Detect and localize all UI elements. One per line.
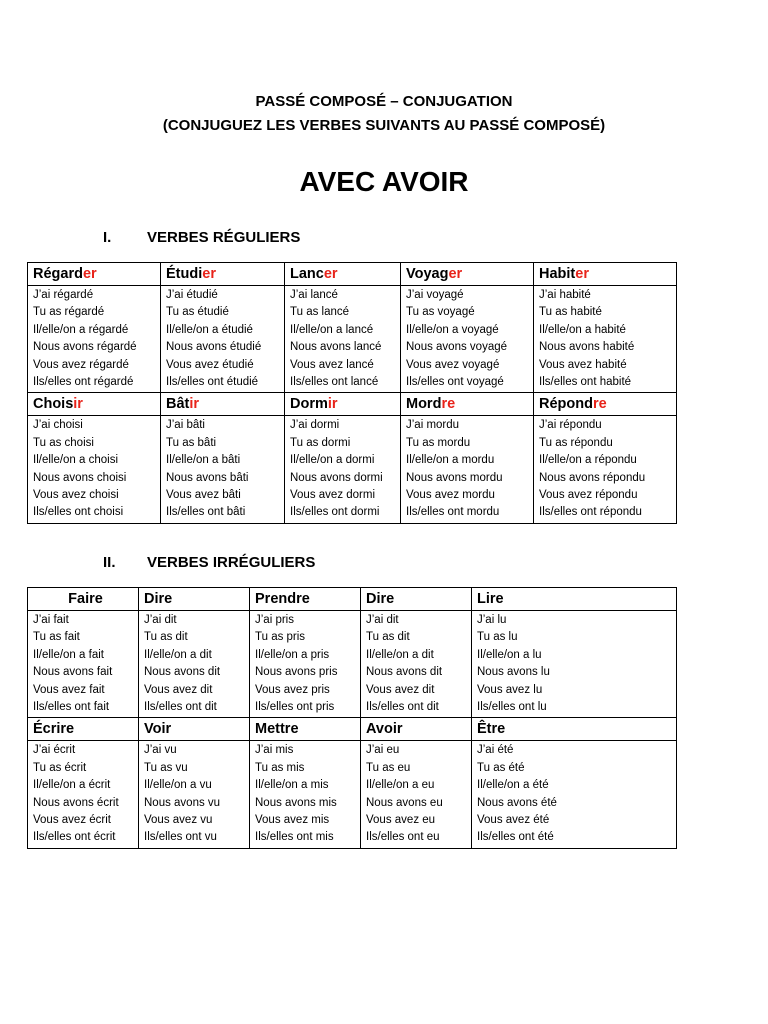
verb-ending: ir [327,396,338,413]
verb-ending: re [592,396,607,413]
conjugated-form: J’ai étudié [166,289,218,301]
verb-stem: Régard [33,266,83,282]
conjugated-form: Vous avez vu [144,814,213,827]
conjugation-row [28,741,677,848]
conjugated-form: Il/elle/on a dit [144,648,212,661]
conjugated-form: Ils/elles ont eu [366,831,440,844]
conjugated-form: Vous avez lu [477,683,543,696]
conjugated-form: Tu as lancé [290,306,350,319]
verb-infinitive [401,263,534,286]
conjugated-form: Vous avez dit [366,683,435,696]
verb-conjugations [250,611,361,718]
verb-stem: Écrire [33,721,75,738]
conjugated-form: Ils/elles ont dit [366,701,439,714]
conjugated-form: Ils/elles ont répondu [539,506,642,519]
conjugated-form: Il/elle/on a été [477,779,549,792]
verb-conjugations [28,741,139,848]
verb-stem: Dire [144,591,173,607]
verb-stem: Dorm [290,396,328,413]
conjugated-form: Il/elle/on a vu [144,779,212,792]
verb-conjugations [285,286,401,393]
verb-infinitive [250,588,361,611]
verb-conjugations [28,416,161,523]
conjugated-form: Nous avons lancé [290,341,382,354]
verb-conjugations [139,611,250,718]
verb-stem: Lanc [290,266,324,282]
verb-conjugations [250,741,361,848]
verb-ending: er [575,266,589,282]
conjugated-form: Il/elle/on a voyagé [406,323,499,336]
conjugated-form: Il/elle/on a mis [255,779,329,792]
conjugated-form: Tu as voyagé [406,306,475,319]
conjugated-form: Il/elle/on a mordu [406,454,495,467]
conjugated-form: Nous avons choisi [33,471,127,484]
conjugated-form: Ils/elles ont fait [33,701,110,714]
conjugated-form: Ils/elles ont dormi [290,506,380,519]
conjugated-form: J’ai vu [144,744,177,757]
verb-stem: Voyag [406,266,449,282]
conjugated-form: Il/elle/on a choisi [33,454,119,467]
conjugated-form: J’ai bâti [166,419,205,432]
conjugated-form: Ils/elles ont régardé [33,376,134,389]
verb-stem: Prendre [255,591,310,607]
verb-infinitive [285,393,401,416]
conjugated-form: Il/elle/on a lu [477,648,542,661]
conjugated-form: Nous avons été [477,796,557,809]
conjugated-form: Ils/elles ont choisi [33,506,124,519]
conjugated-form: Nous avons mordu [406,471,503,484]
verb-infinitive [28,393,161,416]
verb-conjugations [401,286,534,393]
section-number: II. [103,554,116,571]
conjugated-form: Tu as bâti [166,436,217,449]
verb-conjugations [28,611,139,718]
conjugated-form: Nous avons dit [366,666,443,679]
verb-stem: Voir [144,721,172,738]
conjugated-form: Nous avons mis [255,796,337,809]
worksheet-instructions: (CONJUGUEZ LES VERBES SUIVANTS AU PASSÉ COMPOSÉ) [162,117,606,134]
conjugated-form: Nous avons répondu [539,471,646,484]
conjugated-form: Il/elle/on a dit [366,648,434,661]
conjugated-form: J’ai lu [477,614,507,626]
conjugated-form: Tu as été [477,761,525,774]
worksheet-title: PASSÉ COMPOSÉ – CONJUGATION [255,93,513,110]
verb-conjugations [161,416,285,523]
conjugated-form: Nous avons voyagé [406,341,508,354]
conjugated-form: Tu as pris [255,631,306,644]
conjugated-form: Tu as dit [144,631,188,644]
verb-infinitive [401,393,534,416]
verb-ending: er [323,266,338,282]
verb-infinitive [250,718,361,741]
verb-ending: er [82,266,97,282]
conjugated-form: J’ai choisi [33,419,83,432]
conjugated-form: Il/elle/on a bâti [166,454,241,467]
verb-infinitive [361,588,472,611]
conjugated-form: Nous avons étudié [166,341,262,354]
conjugated-form: J’ai dit [144,614,177,626]
conjugated-form: Ils/elles ont vu [144,831,217,844]
conjugated-form: Ils/elles ont dit [144,701,217,714]
verb-conjugations [472,741,677,848]
conjugated-form: Ils/elles ont écrit [33,831,116,844]
section-title-irregular-verbs [103,554,315,571]
conjugated-form: Nous avons eu [366,796,443,809]
conjugated-form: Ils/elles ont habité [539,376,632,389]
conjugated-form: Il/elle/on a étudié [166,323,253,336]
verb-conjugations [361,611,472,718]
verb-conjugations [534,416,677,523]
conjugated-form: Il/elle/on a régardé [33,323,129,336]
conjugated-form: Vous avez voyagé [406,358,500,371]
conjugated-form: J’ai lancé [290,289,338,301]
section-title: VERBES RÉGULIERS [147,229,301,246]
verb-conjugations [139,741,250,848]
conjugated-form: Nous avons habité [539,341,635,354]
conjugated-form: Ils/elles ont lancé [290,376,379,389]
verb-conjugations [361,741,472,848]
verb-ending: ir [73,396,83,413]
verb-infinitive [534,263,677,286]
conjugated-form: Tu as mis [255,761,305,774]
verb-header-row [28,263,677,286]
conjugation-row [28,611,677,718]
conjugated-form: Il/elle/on a eu [366,779,435,792]
verb-infinitive [28,263,161,286]
conjugated-form: Vous avez choisi [33,489,119,502]
verb-infinitive [472,718,677,741]
conjugated-form: Vous avez bâti [166,489,241,502]
conjugated-form: Ils/elles ont étudié [166,376,259,389]
verb-stem: Être [477,721,506,738]
verb-infinitive [534,393,677,416]
conjugated-form: Tu as lu [477,631,518,644]
section-title: VERBES IRRÉGULIERS [147,554,316,571]
conjugated-form: Nous avons dit [144,666,221,679]
verb-conjugations [401,416,534,523]
verb-infinitive [472,588,677,611]
conjugated-form: Nous avons lu [477,666,550,679]
conjugated-form: J’ai pris [255,614,294,626]
conjugated-form: Vous avez mordu [406,489,495,502]
conjugated-form: J’ai voyagé [406,289,464,301]
conjugated-form: Tu as écrit [33,761,87,774]
verb-infinitive [139,588,250,611]
conjugated-form: Vous avez eu [366,814,436,827]
verb-infinitive [285,263,401,286]
conjugated-form: Il/elle/on a pris [255,648,330,661]
conjugated-form: J’ai été [477,744,514,757]
conjugated-form: Vous avez été [477,814,550,827]
conjugated-form: Nous avons pris [255,666,338,679]
conjugated-form: Vous avez mis [255,814,330,827]
verb-ending: re [441,396,456,413]
conjugated-form: Nous avons fait [33,666,113,679]
conjugated-form: Ils/elles ont bâti [166,506,246,519]
conjugated-form: Tu as dit [366,631,410,644]
verb-header-row [28,393,677,416]
verb-infinitive [28,588,139,611]
verb-infinitive [161,263,285,286]
conjugated-form: Nous avons dormi [290,471,383,484]
conjugated-form: Tu as fait [33,631,80,644]
conjugated-form: Vous avez dormi [290,489,376,502]
conjugated-form: Nous avons régardé [33,341,137,354]
verb-stem: Avoir [366,721,403,738]
conjugated-form: Il/elle/on a habité [539,323,626,336]
verb-stem: Répond [539,396,593,413]
conjugated-form: Il/elle/on a répondu [539,454,637,467]
conjugated-form: Vous avez fait [33,683,105,696]
verb-ending: er [202,266,216,282]
irregular-verbs-table [27,587,677,849]
conjugated-form: Nous avons écrit [33,796,119,809]
conjugated-form: Nous avons bâti [166,471,249,484]
verb-ending: ir [189,396,200,413]
verb-infinitive [139,718,250,741]
conjugated-form: J’ai répondu [539,419,602,432]
conjugated-form: Il/elle/on a fait [33,648,104,661]
verb-stem: Mettre [255,721,299,738]
conjugated-form: J’ai fait [33,614,69,626]
conjugated-form: Vous avez régardé [33,358,129,371]
verb-stem: Habit [539,266,576,282]
verb-conjugations [28,286,161,393]
conjugated-form: J’ai dormi [290,419,340,432]
conjugated-form: Ils/elles ont lu [477,701,547,714]
verb-infinitive [361,718,472,741]
verb-conjugations [534,286,677,393]
conjugated-form: J’ai dit [366,614,399,626]
conjugated-form: Tu as répondu [539,436,613,449]
section-number: I. [103,229,112,246]
conjugated-form: Tu as étudié [166,306,229,319]
conjugation-row [28,416,677,523]
conjugated-form: Ils/elles ont mis [255,831,334,844]
conjugated-form: Vous avez répondu [539,489,638,502]
verb-conjugations [161,286,285,393]
conjugation-row [28,286,677,393]
section-heading-avec-avoir: AVEC AVOIR [299,166,469,197]
verb-stem: Lire [477,591,504,607]
conjugated-form: J’ai habité [539,289,591,301]
verb-stem: Bât [166,396,190,413]
verb-stem: Mord [406,396,442,413]
conjugated-form: Tu as choisi [33,436,94,449]
conjugated-form: Il/elle/on a écrit [33,779,111,792]
conjugated-form: Ils/elles ont mordu [406,506,500,519]
conjugated-form: Vous avez écrit [33,814,111,827]
conjugated-form: Vous avez dit [144,683,213,696]
conjugated-form: Tu as dormi [290,436,351,449]
conjugated-form: Tu as habité [539,306,602,319]
conjugated-form: Il/elle/on a lancé [290,323,374,336]
conjugated-form: Ils/elles ont été [477,831,554,844]
verb-conjugations [472,611,677,718]
verb-header-row [28,718,677,741]
conjugated-form: Ils/elles ont pris [255,701,335,714]
conjugated-form: Tu as régardé [33,306,105,319]
conjugated-form: Tu as vu [144,761,188,774]
conjugated-form: J’ai eu [366,744,400,757]
conjugated-form: J’ai régardé [33,289,94,301]
verb-stem: Dire [366,591,395,607]
verb-stem: Faire [68,591,103,607]
conjugated-form: Tu as eu [366,761,411,774]
verb-infinitive [161,393,285,416]
verb-stem: Chois [33,396,74,413]
verb-header-row [28,588,677,611]
section-title-regular-verbs [103,229,300,246]
conjugated-form: Vous avez habité [539,358,627,371]
verb-infinitive [28,718,139,741]
conjugated-form: J’ai mis [255,744,294,757]
conjugated-form: Ils/elles ont voyagé [406,376,504,389]
conjugated-form: Vous avez lancé [290,358,374,371]
conjugated-form: Vous avez pris [255,683,330,696]
conjugated-form: Tu as mordu [406,436,471,449]
conjugated-form: J’ai écrit [33,744,76,757]
conjugated-form: J’ai mordu [406,419,460,432]
conjugated-form: Il/elle/on a dormi [290,454,375,467]
verb-stem: Étudi [166,266,203,282]
regular-verbs-table [27,262,677,524]
verb-conjugations [285,416,401,523]
verb-ending: er [448,266,463,282]
conjugated-form: Nous avons vu [144,796,221,809]
conjugated-form: Vous avez étudié [166,358,254,371]
